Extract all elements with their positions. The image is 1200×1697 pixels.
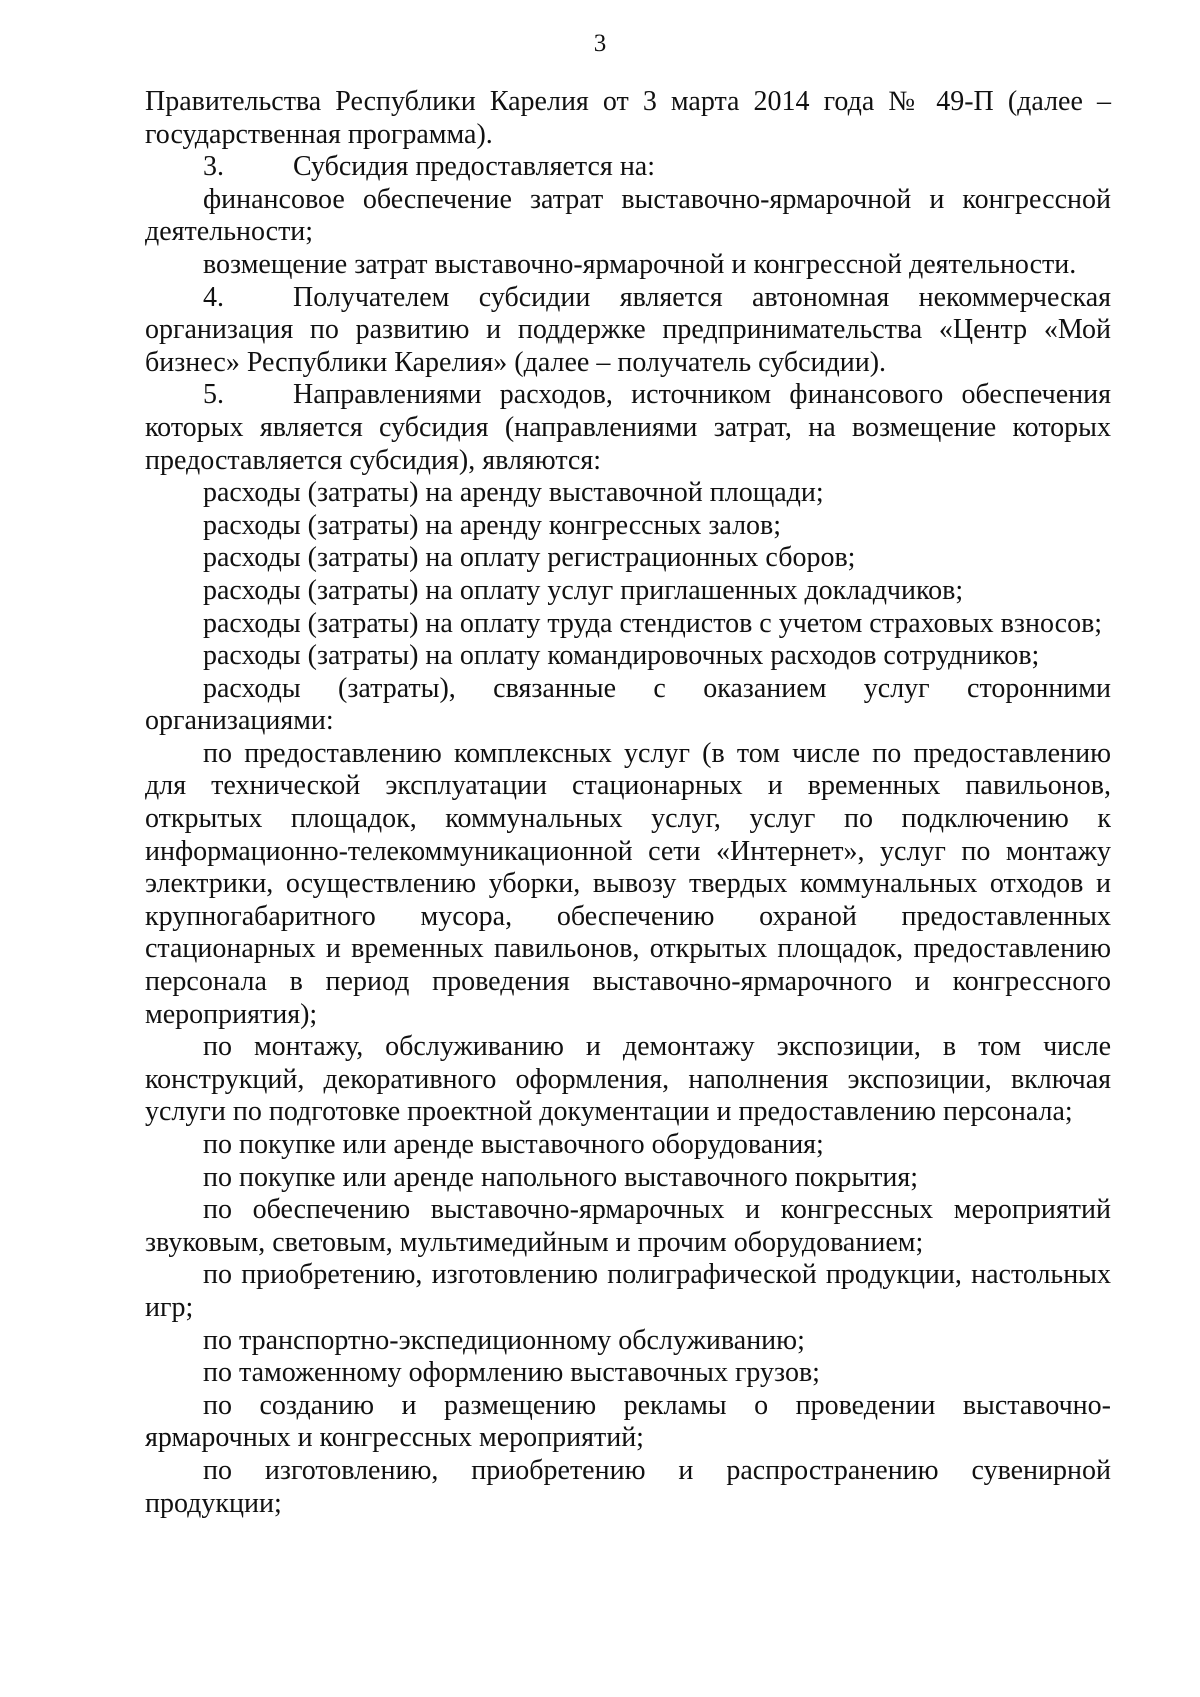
paragraph-text: по таможенному оформлению выставочных грузов; — [203, 1357, 820, 1389]
paragraph-text: расходы (затраты) на оплату командировочных расходов сотрудников; — [203, 640, 1040, 672]
paragraph — [145, 86, 1111, 151]
list-item — [145, 477, 1111, 510]
paragraph-text: расходы (затраты), связанные с оказанием услуг сторонними организациями: — [145, 672, 1111, 737]
paragraph-text: расходы (затраты) на аренду конгрессных залов; — [203, 509, 782, 541]
list-item — [145, 510, 1111, 543]
paragraph-number: 3. — [203, 151, 224, 183]
numbered-paragraph — [145, 282, 1111, 380]
list-item — [145, 1031, 1111, 1129]
list-item — [145, 1325, 1111, 1358]
list-item — [145, 542, 1111, 575]
paragraph-text: расходы (затраты) на оплату регистрационных сборов; — [203, 542, 856, 574]
list-item — [145, 608, 1111, 641]
paragraph-text: по созданию и размещению рекламы о проведении выставочно-ярмарочных и конгрессных мероприятий; — [145, 1389, 1111, 1454]
list-item — [145, 575, 1111, 608]
paragraph — [145, 184, 1111, 249]
paragraph-text: Субсидия предоставляется на: — [293, 151, 656, 183]
paragraph-text: по приобретению, изготовлению полиграфической продукции, настольных игр; — [145, 1259, 1111, 1323]
paragraph-number: 4. — [203, 281, 224, 313]
paragraph — [145, 249, 1111, 282]
list-item — [145, 1162, 1111, 1195]
paragraph-text: по изготовлению, приобретению и распространению сувенирной продукции; — [145, 1454, 1111, 1519]
list-item — [145, 1390, 1111, 1455]
paragraph-text: по монтажу, обслуживанию и демонтажу экспозиции, в том числе конструкций, декоративного оформления, наполнения экспозиции, включая услуги по подготовке проектной документации и предоставлению персонала; — [145, 1031, 1111, 1128]
list-item — [145, 1129, 1111, 1162]
paragraph-text: по транспортно-экспедиционному обслуживанию; — [203, 1324, 805, 1356]
paragraph-text: по обеспечению выставочно-ярмарочных и конгрессных мероприятий звуковым, световым, мультимедийным и прочим оборудованием; — [145, 1194, 1111, 1258]
list-item — [145, 1357, 1111, 1390]
paragraph-text: расходы (затраты) на аренду выставочной площади; — [203, 477, 824, 509]
paragraph-text: по покупке или аренде напольного выставочного покрытия; — [203, 1161, 919, 1193]
paragraph-text: по предоставлению комплексных услуг (в том числе по предоставлению для технической эксплуатации стационарных и временных павильонов, открытых площадок, коммунальных услуг, услуг по подключению к информационно-телекоммуникационной сети «Интернет», услуг по монтажу электрики, осуществлению уборки, вывозу твердых коммунальных отходов и крупногабаритного мусора, обеспечению охраной предоставленных стационарных и временных павильонов, открытых площадок, предоставлению персонала в период проведения выставочно-ярмарочного и конгрессного мероприятия); — [145, 737, 1111, 1030]
paragraph-text: расходы (затраты) на оплату труда стендистов с учетом страховых взносов; — [203, 607, 1103, 639]
paragraph-text: по покупке или аренде выставочного оборудования; — [203, 1129, 824, 1160]
list-item — [145, 1194, 1111, 1259]
paragraph-number: 5. — [203, 379, 224, 411]
page-number: 3 — [593, 30, 607, 57]
paragraph-text: Получателем субсидии является автономная некоммерческая организация по развитию и поддержке предпринимательства «Центр «Мой бизнес» Республики Карелия» (далее – получатель субсидии). — [145, 281, 1111, 378]
paragraph-text: возмещение затрат выставочно-ярмарочной и конгрессной деятельности. — [203, 248, 1077, 280]
list-item — [145, 1455, 1111, 1520]
numbered-paragraph — [145, 379, 1111, 477]
paragraph-text: Направлениями расходов, источником финансового обеспечения которых является субсидия (направлениями затрат, на возмещение которых предоставляется субсидия), являются: — [145, 379, 1111, 476]
paragraph-text: Правительства Республики Карелия от 3 марта 2014 года № 49-П (далее – государственная программа). — [145, 86, 1111, 150]
list-item — [145, 673, 1111, 738]
list-item — [145, 738, 1111, 1031]
list-item — [145, 640, 1111, 673]
paragraph-text: финансовое обеспечение затрат выставочно-ярмарочной и конгрессной деятельности; — [145, 183, 1111, 248]
numbered-paragraph — [145, 151, 1111, 184]
list-item — [145, 1259, 1111, 1324]
paragraph-text: расходы (затраты) на оплату услуг приглашенных докладчиков; — [203, 574, 964, 606]
document-body — [145, 86, 1111, 1520]
